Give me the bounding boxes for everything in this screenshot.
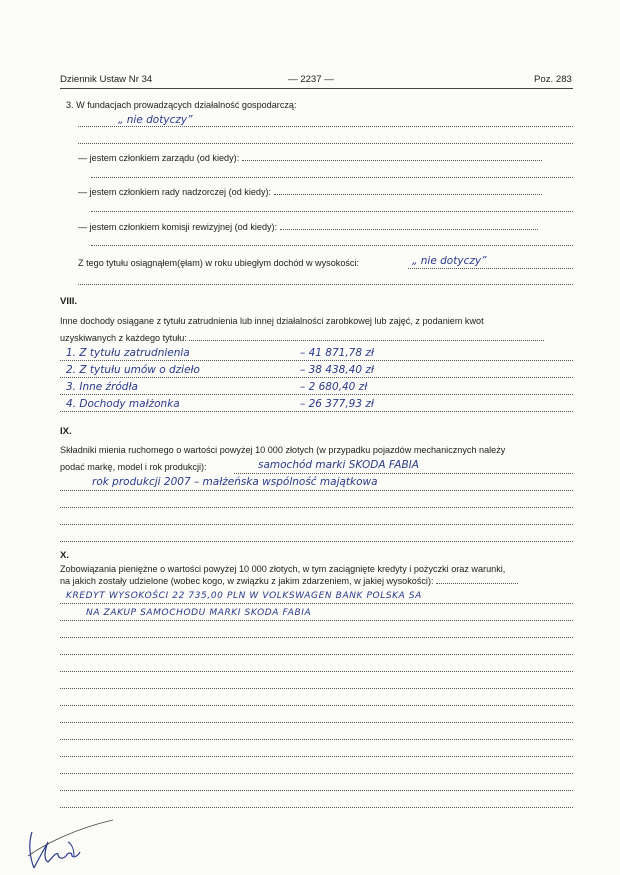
answer-line bbox=[234, 473, 573, 474]
answer-line bbox=[60, 739, 573, 740]
section-8-text-line-2-label: uzyskiwanych z każdego tytułu: bbox=[60, 333, 187, 343]
answer-line bbox=[78, 284, 573, 285]
position-number: Poz. 283 bbox=[534, 74, 572, 85]
section-10-text-line-2 bbox=[60, 576, 573, 587]
income-entry-4-amount: – 26 377,93 zł bbox=[300, 398, 374, 410]
answer-line bbox=[60, 790, 573, 791]
section-9-number: IX. bbox=[60, 426, 72, 437]
answer-line bbox=[60, 807, 573, 808]
section-10-answer-line-1: KREDYT WYSOKOŚCI 22 735,00 PLN W VOLKSWAGEN BANK POLSKA SA bbox=[66, 591, 422, 601]
answer-line bbox=[60, 756, 573, 757]
answer-line bbox=[91, 211, 573, 212]
income-entry-3-amount: – 2 680,40 zł bbox=[300, 381, 368, 393]
fill-line bbox=[189, 340, 544, 341]
answer-line bbox=[60, 394, 573, 395]
section-10-text-line-1: Zobowiązania pieniężne o wartości powyżej 10 000 złotych, w tym zaciągnięte kredyty i pożyczki oraz warunki, bbox=[60, 564, 506, 574]
answer-line bbox=[60, 773, 573, 774]
answer-line bbox=[91, 245, 573, 246]
income-entry-3-label: 3. Inne źródła bbox=[66, 381, 138, 393]
answer-line bbox=[408, 268, 573, 269]
answer-line bbox=[60, 637, 573, 638]
answer-line bbox=[78, 143, 573, 144]
section-10-answer-line-2: NA ZAKUP SAMOCHODU MARKI SKODA FABIA bbox=[86, 608, 312, 618]
section-9-text-line-1: Składniki mienia ruchomego o wartości powyżej 10 000 złotych (w przypadku pojazdów mechanicznych należy bbox=[60, 445, 506, 455]
answer-line bbox=[60, 377, 573, 378]
income-entry-2-amount: – 38 438,40 zł bbox=[300, 364, 374, 376]
answer-line bbox=[60, 705, 573, 706]
answer-line bbox=[60, 524, 573, 525]
page-number: — 2237 — bbox=[288, 74, 334, 85]
answer-line bbox=[60, 360, 573, 361]
field-management-label: — jestem członkiem zarządu (od kiedy): bbox=[78, 153, 240, 163]
section-3-answer: „ nie dotyczy” bbox=[118, 114, 193, 126]
income-value: „ nie dotyczy” bbox=[412, 255, 487, 267]
fill-line bbox=[274, 194, 542, 195]
answer-line bbox=[60, 490, 573, 491]
answer-line bbox=[91, 177, 573, 178]
signature bbox=[18, 812, 118, 872]
section-9-answer-line-1: samochód marki SKODA FABIA bbox=[258, 459, 419, 471]
field-audit-label: — jestem członkiem komisji rewizyjnej (od kiedy): bbox=[78, 222, 278, 232]
answer-line bbox=[60, 603, 573, 604]
field-audit-committee bbox=[78, 222, 573, 233]
section-10-number: X. bbox=[60, 550, 70, 561]
answer-line bbox=[60, 671, 573, 672]
field-supervisory-label: — jestem członkiem rady nadzorczej (od kiedy): bbox=[78, 187, 272, 197]
income-entry-1-amount: – 41 871,78 zł bbox=[300, 347, 374, 359]
section-9-text-line-2: podać markę, model i rok produkcji): bbox=[60, 462, 207, 472]
answer-line bbox=[60, 507, 573, 508]
answer-line bbox=[78, 126, 573, 127]
fill-line bbox=[242, 160, 542, 161]
answer-line bbox=[60, 541, 573, 542]
income-entry-2-label: 2. Z tytułu umów o dzieło bbox=[66, 364, 200, 376]
section-8-number: VIII. bbox=[60, 296, 78, 307]
field-management-board bbox=[78, 153, 573, 164]
section-8-text-line-1: Inne dochody osiągane z tytułu zatrudnienia lub innej działalności zarobkowej lub zajęć, z podaniem kwot bbox=[60, 316, 484, 326]
journal-title: Dziennik Ustaw Nr 34 bbox=[60, 74, 153, 85]
answer-line bbox=[60, 620, 573, 621]
income-entry-1-label: 1. Z tytułu zatrudnienia bbox=[66, 347, 190, 359]
section-3-title: 3. W fundacjach prowadzących działalność gospodarczą: bbox=[66, 100, 297, 110]
section-8-text-line-2 bbox=[60, 333, 573, 344]
field-supervisory-board bbox=[78, 187, 573, 198]
fill-line bbox=[436, 583, 518, 584]
section-10-text-line-2-label: na jakich zostały udzielone (wobec kogo, w związku z jakim zdarzeniem, w jakiej wysokości): bbox=[60, 576, 434, 586]
income-entry-4-label: 4. Dochody małżonka bbox=[66, 398, 180, 410]
section-9-answer-line-2: rok produkcji 2007 – małżeńska wspólność majątkowa bbox=[92, 476, 378, 488]
income-label: Z tego tytułu osiągnąłem(ęłam) w roku ubiegłym dochód w wysokości: bbox=[78, 258, 360, 268]
header-rule bbox=[60, 88, 573, 89]
answer-line bbox=[60, 654, 573, 655]
answer-line bbox=[60, 722, 573, 723]
answer-line bbox=[60, 411, 573, 412]
fill-line bbox=[280, 229, 538, 230]
answer-line bbox=[60, 688, 573, 689]
